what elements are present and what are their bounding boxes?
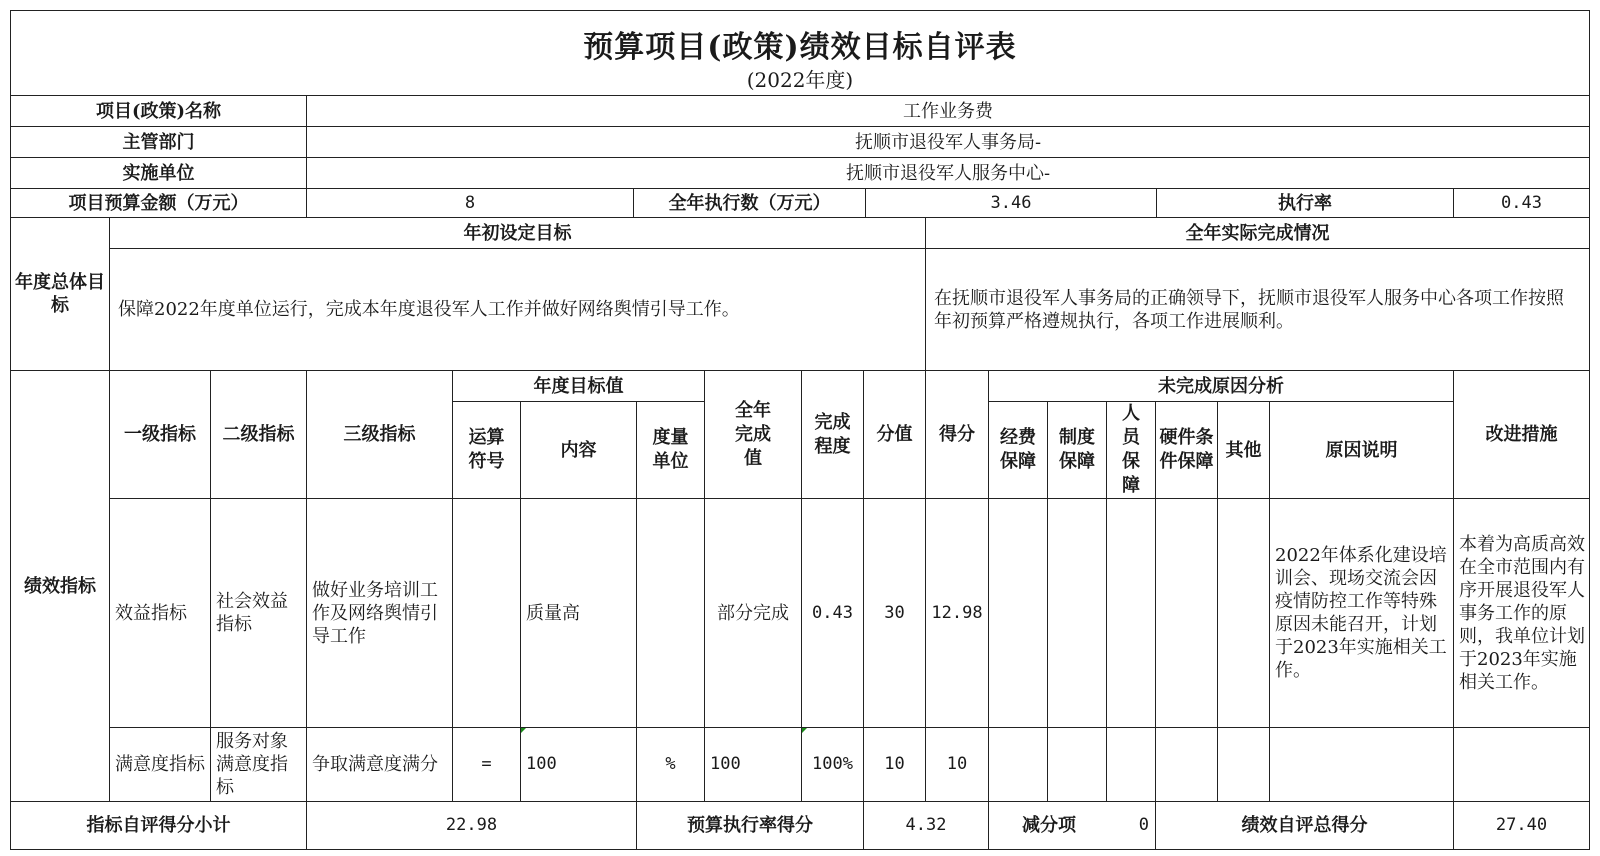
- self-evaluation-table: [10, 10, 1590, 850]
- row1-improve: 本着为高质高效在全市范围内有序开展退役军人事务工作的原则，我单位计划于2023年实施相关工作。: [1459, 533, 1585, 693]
- row2-content: 100: [526, 754, 557, 774]
- header-improve: 改进措施: [1485, 424, 1558, 445]
- row1-content: 质量高: [526, 602, 580, 624]
- header-other: 其他: [1225, 439, 1262, 461]
- total-label: 绩效自评总得分: [1241, 815, 1368, 836]
- header-reason: 原因说明: [1325, 439, 1398, 461]
- row2-reason: [1270, 728, 1453, 801]
- header-level1: 一级指标: [124, 424, 196, 445]
- performance-indicator-label: 绩效指标: [24, 575, 96, 597]
- annual-goal-label: 年度总体目标: [15, 272, 105, 316]
- header-score-value: 分值: [876, 424, 913, 445]
- unit-value: 抚顺市退役军人服务中心-: [845, 162, 1051, 184]
- row2-score-value: 10: [884, 754, 905, 774]
- header-annual-value: 全年完成值: [735, 399, 771, 469]
- header-operator: 运算符号: [468, 427, 505, 472]
- executed-label: 全年执行数（万元）: [668, 192, 831, 214]
- header-score: 得分: [939, 424, 975, 445]
- row1-reason: 2022年体系化建设培训会、现场交流会因疫情防控工作等特殊原因未能召开，计划于2023年实施相关工作。: [1275, 545, 1447, 681]
- project-name-value: 工作业务费: [903, 100, 993, 122]
- header-target-group: 年度目标值: [533, 375, 624, 397]
- header-funding: 经费保障: [1000, 427, 1036, 472]
- deduct-value: 0: [1138, 815, 1149, 835]
- row1-annual-value: 部分完成: [717, 602, 789, 624]
- subtotal-value: 22.98: [445, 815, 498, 835]
- header-unit: 度量单位: [652, 427, 689, 472]
- unit-label: 实施单位: [122, 162, 195, 184]
- row1-score: 12.98: [931, 602, 983, 623]
- row2-level2: 服务对象满意度指标: [216, 731, 288, 798]
- header-degree: 完成程度: [814, 411, 851, 457]
- header-reason-group: 未完成原因分析: [1158, 375, 1284, 397]
- header-system: 制度保障: [1059, 427, 1095, 472]
- header-hardware: 硬件条件保障: [1159, 427, 1214, 472]
- deduct-label: 减分项: [1022, 815, 1076, 836]
- set-goal-text: 保障2022年度单位运行，完成本年度退役军人工作并做好网络舆情引导工作。: [118, 299, 740, 320]
- dept-value: 抚顺市退役军人事务局-: [854, 131, 1042, 153]
- row1-level1: 效益指标: [115, 602, 187, 624]
- rate-label: 执行率: [1278, 192, 1332, 214]
- row1-level3: 做好业务培训工作及网络舆情引导工作: [312, 579, 438, 647]
- budget-score-label: 预算执行率得分: [687, 815, 813, 836]
- budget-score-value: 4.32: [905, 815, 947, 835]
- actual-goal-header: 全年实际完成情况: [1185, 222, 1330, 244]
- subtotal-label: 指标自评得分小计: [86, 815, 231, 836]
- year-subtitle: (2022年度): [746, 68, 854, 92]
- header-content: 内容: [560, 439, 597, 461]
- row2-level1: 满意度指标: [115, 754, 205, 775]
- cell-comment-marker: [802, 728, 807, 733]
- budget-label: 项目预算金额（万元）: [68, 192, 249, 214]
- dept-label: 主管部门: [122, 131, 195, 153]
- row1-level2: 社会效益指标: [216, 591, 288, 635]
- row2-improve: [1454, 728, 1589, 801]
- rate-value: 0.43: [1501, 192, 1542, 213]
- executed-value: 3.46: [990, 192, 1032, 213]
- row2-annual-value: 100: [710, 754, 741, 774]
- row2-unit: %: [665, 754, 676, 774]
- total-value: 27.40: [1495, 815, 1548, 835]
- row2-level3: 争取满意度满分: [312, 754, 438, 775]
- row1-degree: 0.43: [812, 602, 853, 623]
- cell-comment-marker: [521, 728, 526, 733]
- row2-score: 10: [946, 754, 968, 774]
- actual-goal-text: 在抚顺市退役军人事务局的正确领导下，抚顺市退役军人服务中心各项工作按照年初预算严格遵规执行，各项工作进展顺利。: [934, 287, 1564, 332]
- header-personnel: 人员保障: [1122, 403, 1140, 496]
- row2-degree: 100%: [812, 754, 853, 774]
- project-name-label: 项目(政策)名称: [95, 100, 222, 122]
- header-level3: 三级指标: [343, 424, 416, 445]
- row1-operator: [453, 499, 520, 727]
- row2-operator: =: [481, 754, 492, 774]
- set-goal-header: 年初设定目标: [463, 222, 572, 244]
- header-level2: 二级指标: [222, 424, 295, 445]
- page-title: 预算项目(政策)绩效目标自评表: [583, 30, 1017, 65]
- budget-value: 8: [464, 192, 476, 213]
- row1-unit: [637, 499, 704, 727]
- row1-score-value: 30: [884, 602, 905, 623]
